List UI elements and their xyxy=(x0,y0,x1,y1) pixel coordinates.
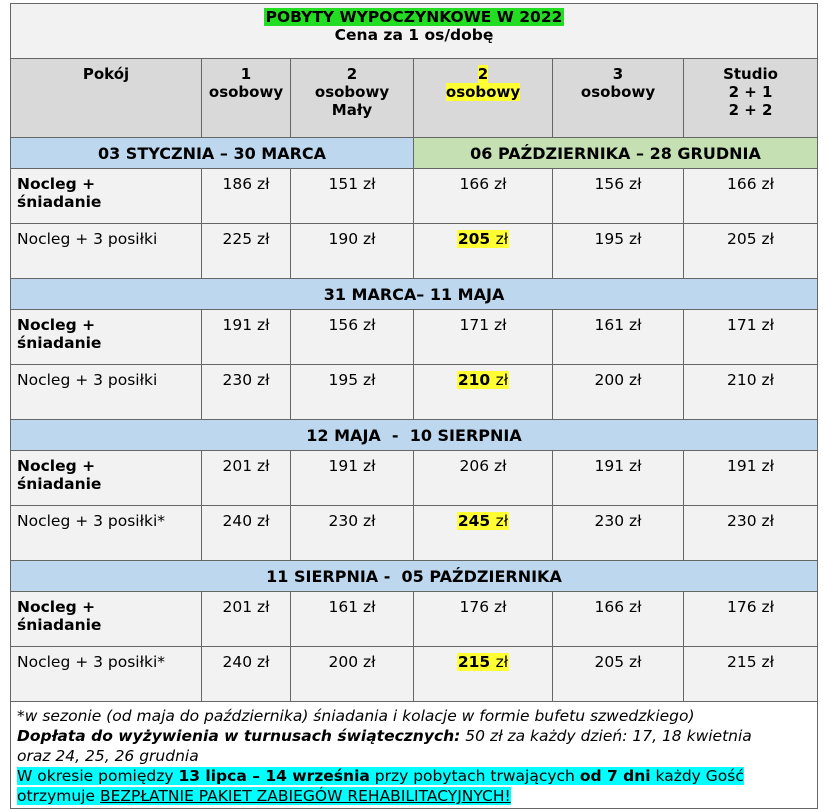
price-cell: 161 zł xyxy=(553,310,684,365)
page-title: POBYTY WYPOCZYNKOWE W 2022 xyxy=(265,8,563,26)
note-rehab-a: W okresie pomiędzy xyxy=(17,767,179,785)
price-cell: 156 zł xyxy=(291,310,414,365)
price-cell: 201 zł xyxy=(202,451,291,506)
col-header-double-l1: 2 xyxy=(477,65,489,83)
price-cell: 225 zł xyxy=(202,224,291,279)
price-cell: 191 zł xyxy=(202,310,291,365)
price-highlight xyxy=(457,512,509,530)
season-row xyxy=(11,279,818,310)
col-header-double-small xyxy=(291,59,414,138)
price-cell: 176 zł xyxy=(684,592,818,647)
note-holiday-surcharge-bold: Dopłata do wyżywienia w turnusach świątecznych: xyxy=(17,727,461,745)
col-header-single-l2: osobowy xyxy=(208,83,284,101)
row-label-l2: śniadanie xyxy=(17,475,102,493)
table-row xyxy=(11,169,818,224)
row-label: Nocleg + 3 posiłki xyxy=(11,224,202,279)
col-header-double-small-l2: osobowy xyxy=(314,83,390,101)
price-table-container xyxy=(10,3,817,809)
row-label-l2: śniadanie xyxy=(17,334,102,352)
row-label xyxy=(11,592,202,647)
price-cell: 201 zł xyxy=(202,592,291,647)
col-header-studio xyxy=(684,59,818,138)
table-row xyxy=(11,224,818,279)
price-cell: 200 zł xyxy=(553,365,684,420)
price-value: 210 xyxy=(457,371,491,389)
price-cell: 215 zł xyxy=(684,647,818,702)
season-title: 11 SIERPNIA - 05 PAŹDZIERNIKA xyxy=(11,561,818,592)
price-cell: 191 zł xyxy=(291,451,414,506)
price-value: 215 xyxy=(457,653,491,671)
table-row xyxy=(11,506,818,561)
price-cell: 240 zł xyxy=(202,647,291,702)
price-cell: 230 zł xyxy=(553,506,684,561)
price-cell: 230 zł xyxy=(684,506,818,561)
col-header-studio-l1: Studio xyxy=(723,65,778,83)
price-cell-highlight xyxy=(414,365,553,420)
note-rehab-package: BEZPŁATNIE PAKIET ZABIEGÓW REHABILITACYJNYCH! xyxy=(99,787,511,805)
price-value: 245 xyxy=(457,512,491,530)
season-title: 12 MAJA - 10 SIERPNIA xyxy=(11,420,818,451)
price-cell: 166 zł xyxy=(414,169,553,224)
season-title: 31 MARCA– 11 MAJA xyxy=(11,279,818,310)
note-rehab-offer xyxy=(17,766,811,806)
price-cell: 200 zł xyxy=(291,647,414,702)
row-label-l1: Nocleg + xyxy=(17,598,96,616)
notes-row xyxy=(11,702,818,809)
note-holiday-surcharge-text: 50 zł za każdy dzień: 17, 18 kwietnia xyxy=(460,727,752,745)
col-header-triple xyxy=(553,59,684,138)
price-value: 205 xyxy=(457,230,491,248)
price-cell: 156 zł xyxy=(553,169,684,224)
row-label-l1: Nocleg + xyxy=(17,175,96,193)
price-highlight xyxy=(457,371,509,389)
col-header-single xyxy=(202,59,291,138)
row-label: Nocleg + 3 posiłki* xyxy=(11,506,202,561)
page-subtitle: Cena za 1 os/dobę xyxy=(334,26,494,44)
season-row xyxy=(11,138,818,169)
currency-label: zł xyxy=(495,653,509,671)
price-cell: 166 zł xyxy=(553,592,684,647)
price-highlight xyxy=(457,653,509,671)
col-header-studio-l2: 2 + 1 xyxy=(728,83,773,101)
price-table xyxy=(10,3,818,809)
season-title: 03 STYCZNIA – 30 MARCA xyxy=(11,138,414,169)
note-rehab-dates: 13 lipca – 14 września xyxy=(178,767,370,785)
price-cell-highlight xyxy=(414,224,553,279)
note-holiday-surcharge xyxy=(17,726,811,766)
price-cell: 230 zł xyxy=(291,506,414,561)
currency-label: zł xyxy=(495,512,509,530)
price-cell: 191 zł xyxy=(684,451,818,506)
price-cell: 230 zł xyxy=(202,365,291,420)
price-cell-highlight xyxy=(414,506,553,561)
row-label xyxy=(11,451,202,506)
notes-cell xyxy=(11,702,818,809)
col-header-room xyxy=(11,59,202,138)
season-title: 06 PAŹDZIERNIKA – 28 GRUDNIA xyxy=(414,138,818,169)
row-label-l1: Nocleg + xyxy=(17,457,96,475)
price-cell-highlight xyxy=(414,647,553,702)
price-cell: 161 zł xyxy=(291,592,414,647)
price-cell: 186 zł xyxy=(202,169,291,224)
price-cell: 195 zł xyxy=(291,365,414,420)
note-rehab-f: otrzymuje xyxy=(17,787,100,805)
table-row xyxy=(11,451,818,506)
col-header-room-label: Pokój xyxy=(82,65,130,83)
row-label xyxy=(11,310,202,365)
col-header-single-l1: 1 xyxy=(240,65,252,83)
currency-label: zł xyxy=(495,230,509,248)
col-header-double-small-l1: 2 xyxy=(346,65,358,83)
note-rehab-c: przy pobytach trwających xyxy=(369,767,580,785)
header-row xyxy=(11,59,818,138)
price-cell: 176 zł xyxy=(414,592,553,647)
season-row xyxy=(11,561,818,592)
col-header-studio-l3: 2 + 2 xyxy=(728,101,773,119)
row-label: Nocleg + 3 posiłki* xyxy=(11,647,202,702)
price-cell: 240 zł xyxy=(202,506,291,561)
price-cell: 171 zł xyxy=(414,310,553,365)
note-rehab-days: od 7 dni xyxy=(579,767,651,785)
col-header-triple-l1: 3 xyxy=(612,65,624,83)
col-header-double xyxy=(414,59,553,138)
price-cell: 190 zł xyxy=(291,224,414,279)
price-highlight xyxy=(457,230,509,248)
row-label-l2: śniadanie xyxy=(17,616,102,634)
price-cell: 210 zł xyxy=(684,365,818,420)
note-holiday-surcharge-line2: oraz 24, 25, 26 grudnia xyxy=(17,747,199,765)
table-row xyxy=(11,365,818,420)
col-header-triple-l2: osobowy xyxy=(580,83,656,101)
row-label xyxy=(11,169,202,224)
season-row xyxy=(11,420,818,451)
price-cell: 151 zł xyxy=(291,169,414,224)
price-cell: 205 zł xyxy=(684,224,818,279)
table-row xyxy=(11,310,818,365)
table-row xyxy=(11,592,818,647)
note-rehab-e: każdy Gość xyxy=(650,767,744,785)
col-header-double-l2: osobowy xyxy=(445,83,521,101)
col-header-double-small-l3: Mały xyxy=(331,101,373,119)
currency-label: zł xyxy=(495,371,509,389)
table-row xyxy=(11,647,818,702)
row-label: Nocleg + 3 posiłki xyxy=(11,365,202,420)
price-cell: 166 zł xyxy=(684,169,818,224)
row-label-l2: śniadanie xyxy=(17,193,102,211)
price-cell: 171 zł xyxy=(684,310,818,365)
row-label-l1: Nocleg + xyxy=(17,316,96,334)
price-cell: 191 zł xyxy=(553,451,684,506)
title-cell xyxy=(11,4,818,59)
price-cell: 206 zł xyxy=(414,451,553,506)
price-cell: 205 zł xyxy=(553,647,684,702)
note-buffet: *w sezonie (od maja do października) śniadania i kolacje w formie bufetu szwedzkiego) xyxy=(17,707,695,725)
title-row xyxy=(11,4,818,59)
price-cell: 195 zł xyxy=(553,224,684,279)
